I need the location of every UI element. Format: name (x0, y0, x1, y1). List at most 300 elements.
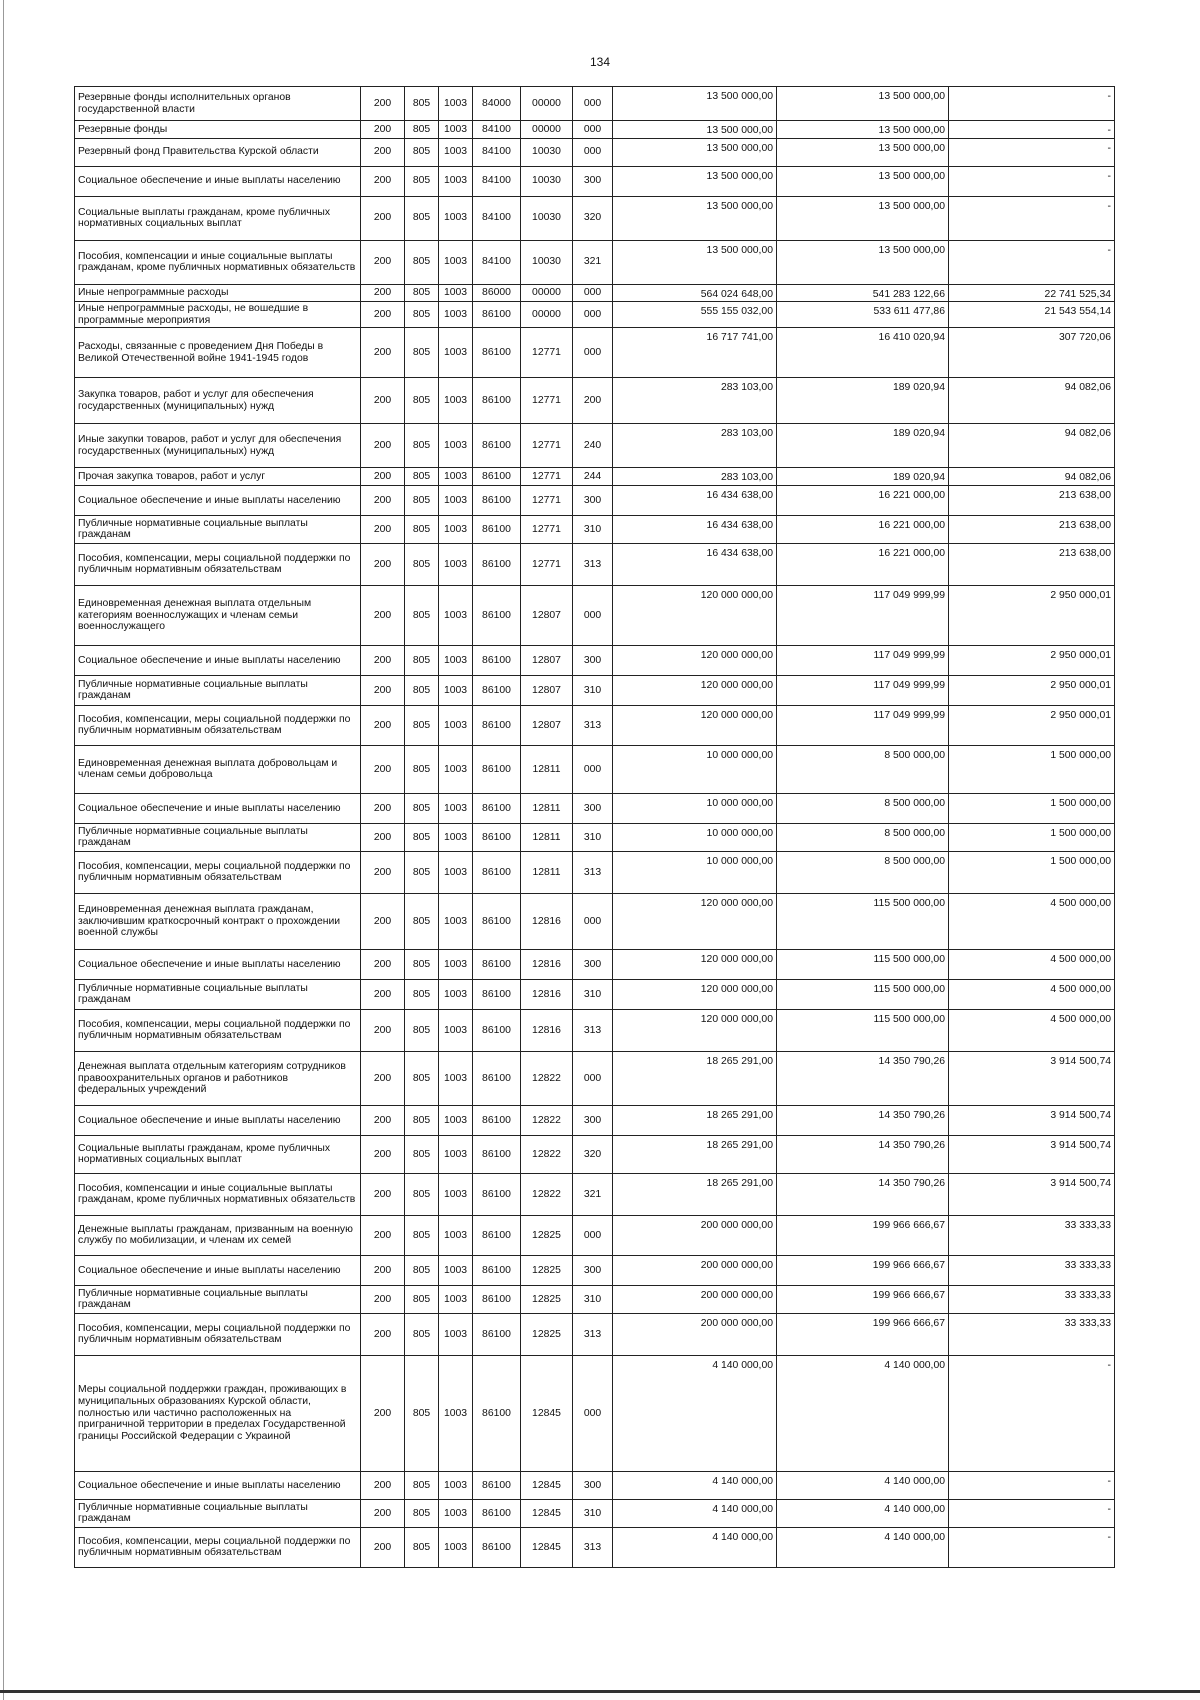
code-expense-type: 000 (573, 284, 613, 302)
code-program: 84100 (473, 138, 521, 166)
table-row (75, 1471, 1115, 1499)
code-expense-type: 310 (573, 1499, 613, 1527)
table-row (75, 121, 1115, 139)
row-name: Меры социальной поддержки граждан, проживающих в муниципальных образованиях Курской области, полностью или частично расположенных на приграничной территории в пределах Государственной границы Российской Федерации с Украиной (75, 1355, 361, 1471)
code-program: 86100 (473, 515, 521, 543)
amount-executed: 115 500 000,00 (777, 1009, 949, 1051)
code-ministry: 805 (405, 823, 439, 851)
code-expense-type: 240 (573, 424, 613, 468)
code-program: 86100 (473, 949, 521, 979)
amount-remainder: 4 500 000,00 (949, 979, 1115, 1009)
row-name: Публичные нормативные социальные выплаты гражданам (75, 823, 361, 851)
code-program: 86100 (473, 302, 521, 328)
code-expense-type: 310 (573, 515, 613, 543)
code-direction: 12807 (521, 645, 573, 675)
table-row (75, 284, 1115, 302)
amount-remainder: - (949, 1527, 1115, 1567)
code-admin: 200 (361, 515, 405, 543)
code-section: 1003 (439, 1355, 473, 1471)
code-ministry: 805 (405, 378, 439, 424)
code-section: 1003 (439, 705, 473, 745)
amount-executed: 199 966 666,67 (777, 1255, 949, 1285)
code-ministry: 805 (405, 745, 439, 793)
code-direction: 10030 (521, 196, 573, 240)
row-name: Иные закупки товаров, работ и услуг для обеспечения государственных (муниципальных) нужд (75, 424, 361, 468)
amount-remainder: 4 500 000,00 (949, 1009, 1115, 1051)
amount-planned: 16 434 638,00 (613, 515, 777, 543)
code-admin: 200 (361, 1527, 405, 1567)
code-direction: 12771 (521, 378, 573, 424)
row-name: Социальные выплаты гражданам, кроме публичных нормативных социальных выплат (75, 196, 361, 240)
code-admin: 200 (361, 745, 405, 793)
amount-executed: 199 966 666,67 (777, 1285, 949, 1313)
code-expense-type: 300 (573, 793, 613, 823)
code-admin: 200 (361, 645, 405, 675)
code-admin: 200 (361, 166, 405, 196)
amount-executed: 14 350 790,26 (777, 1135, 949, 1173)
code-ministry: 805 (405, 166, 439, 196)
amount-planned: 16 717 741,00 (613, 328, 777, 378)
amount-planned: 13 500 000,00 (613, 240, 777, 284)
code-ministry: 805 (405, 424, 439, 468)
table-row (75, 240, 1115, 284)
amount-planned: 10 000 000,00 (613, 793, 777, 823)
code-expense-type: 300 (573, 949, 613, 979)
code-admin: 200 (361, 1051, 405, 1105)
table-row (75, 851, 1115, 893)
code-expense-type: 000 (573, 328, 613, 378)
amount-planned: 200 000 000,00 (613, 1313, 777, 1355)
code-program: 86100 (473, 1471, 521, 1499)
amount-remainder: 2 950 000,01 (949, 585, 1115, 645)
code-expense-type: 310 (573, 1285, 613, 1313)
row-name: Иные непрограммные расходы, не вошедшие в программные мероприятия (75, 302, 361, 328)
code-program: 86100 (473, 1499, 521, 1527)
amount-remainder: 1 500 000,00 (949, 793, 1115, 823)
code-admin: 200 (361, 979, 405, 1009)
code-ministry: 805 (405, 302, 439, 328)
amount-planned: 10 000 000,00 (613, 745, 777, 793)
amount-planned: 555 155 032,00 (613, 302, 777, 328)
code-admin: 200 (361, 240, 405, 284)
code-section: 1003 (439, 1313, 473, 1355)
code-direction: 12845 (521, 1527, 573, 1567)
code-admin: 200 (361, 1313, 405, 1355)
table-row (75, 979, 1115, 1009)
code-ministry: 805 (405, 240, 439, 284)
code-direction: 12816 (521, 1009, 573, 1051)
code-direction: 12845 (521, 1499, 573, 1527)
table-row (75, 585, 1115, 645)
amount-executed: 189 020,94 (777, 424, 949, 468)
code-program: 86100 (473, 328, 521, 378)
code-direction: 12822 (521, 1173, 573, 1215)
code-expense-type: 000 (573, 893, 613, 949)
amount-planned: 120 000 000,00 (613, 585, 777, 645)
code-admin: 200 (361, 121, 405, 139)
code-section: 1003 (439, 378, 473, 424)
amount-planned: 120 000 000,00 (613, 1009, 777, 1051)
table-row (75, 793, 1115, 823)
amount-planned: 200 000 000,00 (613, 1215, 777, 1255)
code-admin: 200 (361, 949, 405, 979)
code-admin: 200 (361, 138, 405, 166)
row-name: Единовременная денежная выплата добровольцам и членам семьи добровольца (75, 745, 361, 793)
amount-remainder: 2 950 000,01 (949, 675, 1115, 705)
table-body (75, 87, 1115, 1568)
code-admin: 200 (361, 1105, 405, 1135)
code-ministry: 805 (405, 87, 439, 121)
code-section: 1003 (439, 1105, 473, 1135)
code-expense-type: 321 (573, 240, 613, 284)
code-direction: 00000 (521, 302, 573, 328)
code-ministry: 805 (405, 949, 439, 979)
code-direction: 12807 (521, 585, 573, 645)
code-admin: 200 (361, 705, 405, 745)
amount-remainder: - (949, 87, 1115, 121)
code-direction: 12825 (521, 1313, 573, 1355)
amount-planned: 13 500 000,00 (613, 138, 777, 166)
amount-executed: 16 221 000,00 (777, 543, 949, 585)
code-program: 86100 (473, 745, 521, 793)
code-admin: 200 (361, 424, 405, 468)
row-name: Прочая закупка товаров, работ и услуг (75, 468, 361, 486)
code-ministry: 805 (405, 1105, 439, 1135)
code-program: 86100 (473, 1135, 521, 1173)
code-direction: 12811 (521, 745, 573, 793)
code-section: 1003 (439, 302, 473, 328)
amount-remainder: - (949, 138, 1115, 166)
amount-remainder: 2 950 000,01 (949, 705, 1115, 745)
code-program: 84100 (473, 240, 521, 284)
code-direction: 12771 (521, 515, 573, 543)
amount-executed: 4 140 000,00 (777, 1355, 949, 1471)
row-name: Пособия, компенсации, меры социальной поддержки по публичным нормативным обязательствам (75, 1009, 361, 1051)
code-expense-type: 320 (573, 1135, 613, 1173)
amount-planned: 10 000 000,00 (613, 823, 777, 851)
amount-executed: 117 049 999,99 (777, 675, 949, 705)
row-name: Публичные нормативные социальные выплаты гражданам (75, 1285, 361, 1313)
amount-planned: 4 140 000,00 (613, 1499, 777, 1527)
amount-executed: 13 500 000,00 (777, 240, 949, 284)
amount-remainder: - (949, 1355, 1115, 1471)
row-name: Расходы, связанные с проведением Дня Победы в Великой Отечественной войне 1941-1945 годов (75, 328, 361, 378)
code-section: 1003 (439, 485, 473, 515)
amount-executed: 115 500 000,00 (777, 949, 949, 979)
row-name: Публичные нормативные социальные выплаты гражданам (75, 675, 361, 705)
code-ministry: 805 (405, 1255, 439, 1285)
amount-planned: 283 103,00 (613, 424, 777, 468)
code-direction: 12825 (521, 1285, 573, 1313)
amount-planned: 120 000 000,00 (613, 675, 777, 705)
amount-planned: 16 434 638,00 (613, 543, 777, 585)
code-direction: 12771 (521, 328, 573, 378)
code-expense-type: 000 (573, 121, 613, 139)
code-program: 86100 (473, 1009, 521, 1051)
amount-planned: 16 434 638,00 (613, 485, 777, 515)
amount-remainder: 213 638,00 (949, 485, 1115, 515)
code-admin: 200 (361, 1009, 405, 1051)
row-name: Социальное обеспечение и иные выплаты населению (75, 166, 361, 196)
code-admin: 200 (361, 851, 405, 893)
code-program: 86100 (473, 468, 521, 486)
code-section: 1003 (439, 1173, 473, 1215)
amount-executed: 117 049 999,99 (777, 585, 949, 645)
row-name: Пособия, компенсации, меры социальной поддержки по публичным нормативным обязательствам (75, 1313, 361, 1355)
code-program: 86100 (473, 1215, 521, 1255)
amount-remainder: 1 500 000,00 (949, 823, 1115, 851)
code-ministry: 805 (405, 1009, 439, 1051)
code-ministry: 805 (405, 543, 439, 585)
code-expense-type: 000 (573, 87, 613, 121)
amount-executed: 14 350 790,26 (777, 1051, 949, 1105)
table-row (75, 378, 1115, 424)
code-section: 1003 (439, 1285, 473, 1313)
amount-executed: 13 500 000,00 (777, 87, 949, 121)
code-program: 86100 (473, 1313, 521, 1355)
code-admin: 200 (361, 585, 405, 645)
code-program: 86100 (473, 851, 521, 893)
code-section: 1003 (439, 949, 473, 979)
amount-planned: 4 140 000,00 (613, 1527, 777, 1567)
code-ministry: 805 (405, 585, 439, 645)
amount-planned: 120 000 000,00 (613, 949, 777, 979)
amount-remainder: 4 500 000,00 (949, 893, 1115, 949)
code-expense-type: 000 (573, 1355, 613, 1471)
amount-executed: 4 140 000,00 (777, 1471, 949, 1499)
code-ministry: 805 (405, 485, 439, 515)
code-direction: 12822 (521, 1051, 573, 1105)
code-admin: 200 (361, 1285, 405, 1313)
amount-remainder: 3 914 500,74 (949, 1051, 1115, 1105)
code-section: 1003 (439, 468, 473, 486)
code-expense-type: 300 (573, 1105, 613, 1135)
amount-planned: 13 500 000,00 (613, 166, 777, 196)
amount-planned: 10 000 000,00 (613, 851, 777, 893)
code-section: 1003 (439, 675, 473, 705)
code-section: 1003 (439, 87, 473, 121)
amount-planned: 4 140 000,00 (613, 1471, 777, 1499)
table-row (75, 1215, 1115, 1255)
amount-remainder: - (949, 196, 1115, 240)
code-admin: 200 (361, 196, 405, 240)
code-program: 86000 (473, 284, 521, 302)
code-direction: 12771 (521, 543, 573, 585)
table-row (75, 675, 1115, 705)
amount-remainder: 94 082,06 (949, 378, 1115, 424)
code-ministry: 805 (405, 645, 439, 675)
amount-executed: 8 500 000,00 (777, 823, 949, 851)
code-expense-type: 310 (573, 823, 613, 851)
code-program: 86100 (473, 424, 521, 468)
code-admin: 200 (361, 468, 405, 486)
code-admin: 200 (361, 823, 405, 851)
table-row (75, 166, 1115, 196)
code-section: 1003 (439, 745, 473, 793)
scan-edge-line (3, 0, 4, 1700)
code-expense-type: 300 (573, 166, 613, 196)
code-expense-type: 000 (573, 1051, 613, 1105)
row-name: Единовременная денежная выплата отдельным категориям военнослужащих и членам семьи военнослужащего (75, 585, 361, 645)
code-program: 86100 (473, 485, 521, 515)
table-row (75, 1499, 1115, 1527)
code-direction: 12771 (521, 424, 573, 468)
code-program: 86100 (473, 378, 521, 424)
code-ministry: 805 (405, 468, 439, 486)
code-ministry: 805 (405, 196, 439, 240)
code-ministry: 805 (405, 1355, 439, 1471)
code-expense-type: 313 (573, 543, 613, 585)
code-admin: 200 (361, 675, 405, 705)
table-row (75, 424, 1115, 468)
code-direction: 12816 (521, 893, 573, 949)
amount-executed: 8 500 000,00 (777, 745, 949, 793)
amount-remainder: 33 333,33 (949, 1313, 1115, 1355)
code-expense-type: 313 (573, 705, 613, 745)
amount-executed: 4 140 000,00 (777, 1499, 949, 1527)
code-admin: 200 (361, 328, 405, 378)
code-section: 1003 (439, 1051, 473, 1105)
code-section: 1003 (439, 166, 473, 196)
row-name: Публичные нормативные социальные выплаты гражданам (75, 979, 361, 1009)
code-program: 86100 (473, 585, 521, 645)
code-expense-type: 310 (573, 675, 613, 705)
amount-planned: 18 265 291,00 (613, 1105, 777, 1135)
code-direction: 12807 (521, 675, 573, 705)
table-row (75, 893, 1115, 949)
code-expense-type: 320 (573, 196, 613, 240)
table-row (75, 87, 1115, 121)
row-name: Социальное обеспечение и иные выплаты населению (75, 1255, 361, 1285)
amount-remainder: 22 741 525,34 (949, 284, 1115, 302)
code-ministry: 805 (405, 1499, 439, 1527)
table-row (75, 705, 1115, 745)
table-row (75, 1255, 1115, 1285)
code-program: 84000 (473, 87, 521, 121)
code-admin: 200 (361, 1173, 405, 1215)
code-expense-type: 000 (573, 585, 613, 645)
amount-executed: 115 500 000,00 (777, 893, 949, 949)
row-name: Резервный фонд Правительства Курской области (75, 138, 361, 166)
table-row (75, 745, 1115, 793)
row-name: Пособия, компенсации, меры социальной поддержки по публичным нормативным обязательствам (75, 851, 361, 893)
amount-remainder: 307 720,06 (949, 328, 1115, 378)
row-name: Денежные выплаты гражданам, призванным на военную службу по мобилизации, и членам их семей (75, 1215, 361, 1255)
code-section: 1003 (439, 1255, 473, 1285)
code-admin: 200 (361, 1255, 405, 1285)
code-direction: 12816 (521, 949, 573, 979)
code-expense-type: 313 (573, 1527, 613, 1567)
table-row (75, 1285, 1115, 1313)
amount-executed: 4 140 000,00 (777, 1527, 949, 1567)
amount-remainder: - (949, 166, 1115, 196)
table-row (75, 138, 1115, 166)
code-direction: 12811 (521, 823, 573, 851)
code-direction: 00000 (521, 121, 573, 139)
code-program: 86100 (473, 1355, 521, 1471)
code-section: 1003 (439, 851, 473, 893)
code-admin: 200 (361, 1499, 405, 1527)
code-direction: 12771 (521, 468, 573, 486)
code-expense-type: 200 (573, 378, 613, 424)
code-ministry: 805 (405, 515, 439, 543)
code-section: 1003 (439, 585, 473, 645)
row-name: Социальное обеспечение и иные выплаты населению (75, 1105, 361, 1135)
code-expense-type: 313 (573, 1009, 613, 1051)
row-name: Иные непрограммные расходы (75, 284, 361, 302)
code-direction: 00000 (521, 284, 573, 302)
table-row (75, 1313, 1115, 1355)
amount-executed: 8 500 000,00 (777, 793, 949, 823)
code-admin: 200 (361, 87, 405, 121)
code-direction: 00000 (521, 87, 573, 121)
amount-remainder: 1 500 000,00 (949, 745, 1115, 793)
amount-executed: 117 049 999,99 (777, 705, 949, 745)
amount-remainder: 3 914 500,74 (949, 1135, 1115, 1173)
code-expense-type: 000 (573, 138, 613, 166)
code-direction: 12807 (521, 705, 573, 745)
code-program: 86100 (473, 979, 521, 1009)
amount-planned: 13 500 000,00 (613, 87, 777, 121)
code-program: 84100 (473, 196, 521, 240)
amount-remainder: 1 500 000,00 (949, 851, 1115, 893)
code-admin: 200 (361, 1471, 405, 1499)
amount-planned: 18 265 291,00 (613, 1173, 777, 1215)
code-ministry: 805 (405, 793, 439, 823)
amount-planned: 120 000 000,00 (613, 705, 777, 745)
code-section: 1003 (439, 823, 473, 851)
code-ministry: 805 (405, 1135, 439, 1173)
amount-remainder: - (949, 1499, 1115, 1527)
code-program: 86100 (473, 705, 521, 745)
row-name: Пособия, компенсации и иные социальные выплаты гражданам, кроме публичных нормативных обязательств (75, 1173, 361, 1215)
table-row (75, 1135, 1115, 1173)
code-program: 84100 (473, 121, 521, 139)
code-admin: 200 (361, 893, 405, 949)
table-row (75, 823, 1115, 851)
amount-planned: 120 000 000,00 (613, 979, 777, 1009)
code-section: 1003 (439, 196, 473, 240)
amount-remainder: 94 082,06 (949, 424, 1115, 468)
code-expense-type: 300 (573, 485, 613, 515)
row-name: Публичные нормативные социальные выплаты гражданам (75, 515, 361, 543)
code-direction: 12822 (521, 1105, 573, 1135)
code-section: 1003 (439, 1527, 473, 1567)
amount-remainder: 33 333,33 (949, 1215, 1115, 1255)
code-expense-type: 000 (573, 745, 613, 793)
table-row (75, 1527, 1115, 1567)
budget-table (74, 86, 1115, 1568)
code-section: 1003 (439, 138, 473, 166)
code-expense-type: 000 (573, 302, 613, 328)
code-program: 86100 (473, 675, 521, 705)
code-program: 86100 (473, 793, 521, 823)
code-section: 1003 (439, 1135, 473, 1173)
scan-bottom-edge (0, 1690, 1200, 1693)
code-program: 86100 (473, 1173, 521, 1215)
table-row (75, 1355, 1115, 1471)
code-direction: 12822 (521, 1135, 573, 1173)
code-direction: 12816 (521, 979, 573, 1009)
code-expense-type: 300 (573, 1255, 613, 1285)
row-name: Социальное обеспечение и иные выплаты населению (75, 1471, 361, 1499)
code-admin: 200 (361, 378, 405, 424)
amount-remainder: 3 914 500,74 (949, 1173, 1115, 1215)
row-name: Социальное обеспечение и иные выплаты населению (75, 485, 361, 515)
code-section: 1003 (439, 1009, 473, 1051)
amount-planned: 18 265 291,00 (613, 1051, 777, 1105)
row-name: Социальное обеспечение и иные выплаты населению (75, 949, 361, 979)
